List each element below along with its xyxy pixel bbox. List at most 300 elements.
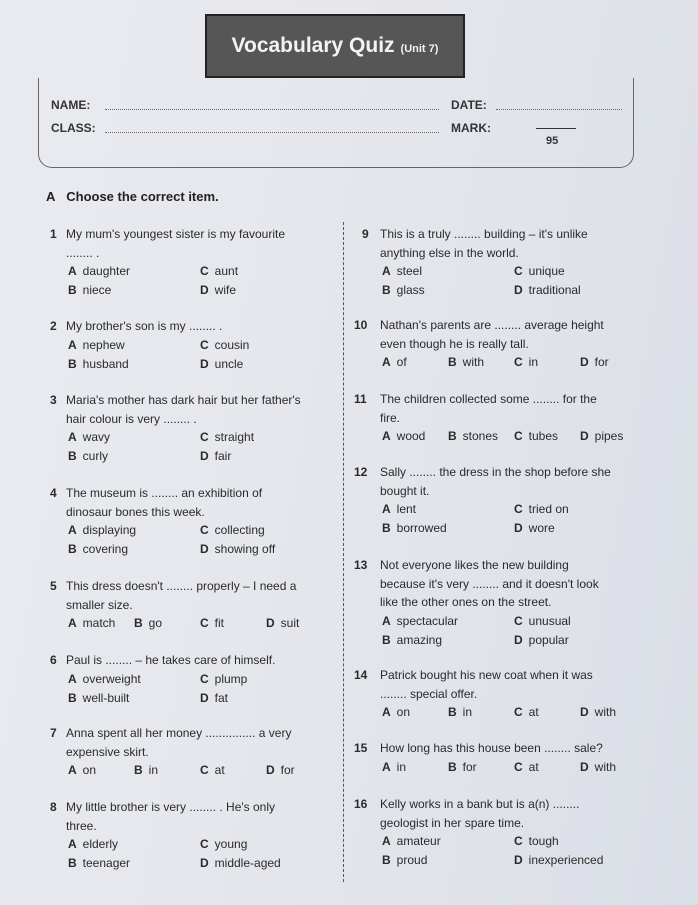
option-text: uncle	[214, 356, 244, 371]
option-a[interactable]	[68, 521, 136, 540]
option-letter: D	[266, 616, 275, 630]
quiz-title: Vocabulary Quiz	[231, 34, 395, 57]
question-text-line: Paul is ........ – he takes care of himself.	[66, 653, 276, 667]
option-d[interactable]	[200, 854, 281, 873]
option-row	[354, 353, 664, 372]
question-text-line: geologist in her spare time.	[380, 815, 525, 830]
option-c[interactable]	[514, 703, 539, 722]
date-label: DATE:	[451, 98, 487, 112]
option-c[interactable]	[514, 500, 569, 519]
option-a[interactable]	[68, 761, 96, 780]
question-7	[50, 724, 340, 780]
option-text: tough	[528, 834, 559, 848]
option-b[interactable]	[68, 854, 130, 873]
option-row	[50, 447, 340, 466]
option-letter: B	[134, 763, 143, 777]
option-row	[362, 262, 662, 281]
option-text: teenager	[82, 856, 131, 870]
question-stem	[354, 556, 664, 612]
option-letter: C	[200, 837, 209, 851]
question-stem	[50, 798, 340, 835]
question-number: 14	[354, 668, 368, 682]
option-text: daughter	[82, 264, 131, 278]
option-d[interactable]	[580, 353, 609, 372]
question-number: 5	[50, 579, 57, 593]
question-13	[354, 556, 664, 650]
option-text: fit	[214, 616, 225, 630]
option-d[interactable]	[514, 631, 569, 650]
question-text-line: Sally ........ the dress in the shop before she	[380, 465, 611, 479]
question-text-line: ........ special offer.	[380, 686, 478, 701]
option-text: fair	[214, 449, 232, 463]
question-number: 13	[354, 558, 368, 572]
question-stem	[50, 225, 340, 262]
option-row	[354, 703, 664, 722]
option-letter: C	[200, 264, 209, 278]
question-number: 15	[354, 741, 368, 755]
question-text-line: three.	[66, 818, 97, 833]
option-text: in	[396, 759, 407, 774]
option-row	[354, 500, 664, 519]
question-text-line: like the other ones on the street.	[380, 595, 552, 609]
question-stem	[50, 484, 340, 521]
option-a[interactable]	[382, 500, 416, 519]
option-letter: A	[382, 264, 391, 278]
question-5	[50, 577, 340, 633]
section-heading	[46, 189, 219, 204]
option-d[interactable]	[200, 447, 231, 466]
option-letter: C	[200, 430, 209, 444]
option-c[interactable]	[200, 262, 238, 281]
option-a[interactable]	[68, 336, 125, 355]
student-info-box	[38, 78, 634, 168]
question-text-line: hair colour is very ........ .	[66, 411, 197, 426]
option-letter: D	[580, 705, 589, 719]
option-letter: C	[200, 337, 209, 352]
question-11	[354, 390, 664, 446]
option-text: suit	[280, 616, 300, 630]
option-text: nephew	[82, 337, 125, 352]
question-stem	[50, 724, 340, 761]
option-a[interactable]	[382, 832, 441, 851]
option-text: for	[462, 759, 477, 774]
question-stem	[354, 316, 664, 353]
option-d[interactable]	[514, 519, 555, 538]
option-letter: B	[68, 449, 77, 463]
option-text: in	[148, 763, 159, 777]
option-letter: D	[200, 542, 209, 556]
option-text: showing off	[214, 542, 276, 556]
option-letter: B	[134, 616, 143, 630]
option-text: stones	[462, 429, 499, 443]
option-letter: B	[448, 429, 457, 443]
mark-total: 95	[546, 135, 559, 147]
option-letter: C	[514, 705, 523, 719]
option-row	[50, 614, 340, 633]
question-number: 3	[50, 393, 57, 407]
option-row	[362, 281, 662, 300]
option-b[interactable]	[68, 447, 108, 466]
question-stem	[354, 463, 664, 500]
option-b[interactable]	[382, 519, 447, 538]
option-row	[50, 262, 340, 281]
question-8	[50, 798, 340, 873]
option-a[interactable]	[68, 262, 130, 281]
question-text-line: smaller size.	[66, 597, 133, 612]
option-letter: D	[200, 856, 209, 870]
option-letter: D	[200, 283, 209, 297]
name-label: NAME:	[51, 98, 91, 112]
option-c[interactable]	[200, 428, 254, 447]
option-d[interactable]	[200, 540, 275, 559]
option-d[interactable]	[580, 427, 623, 446]
option-c[interactable]	[200, 336, 249, 355]
option-letter: A	[68, 616, 77, 630]
quiz-unit: (Unit 7)	[400, 43, 439, 55]
option-d[interactable]	[580, 758, 616, 777]
option-a[interactable]	[68, 670, 141, 689]
question-number: 2	[50, 319, 57, 333]
option-b[interactable]	[382, 281, 425, 300]
question-text-line: fire.	[380, 410, 401, 425]
option-text: glass	[396, 283, 425, 297]
option-letter: A	[382, 613, 391, 628]
question-stem	[50, 577, 340, 614]
option-c[interactable]	[514, 262, 565, 281]
mark-field[interactable]	[536, 128, 576, 129]
option-b[interactable]	[448, 703, 472, 722]
question-6	[50, 651, 340, 708]
option-d[interactable]	[266, 614, 299, 633]
option-text: go	[148, 616, 163, 630]
option-a[interactable]	[382, 612, 458, 631]
option-text: traditional	[528, 283, 581, 297]
option-text: well-built	[82, 690, 130, 705]
question-10	[354, 316, 664, 372]
option-a[interactable]	[68, 614, 115, 633]
option-text: overweight	[82, 671, 141, 686]
question-stem	[354, 666, 664, 703]
option-row	[50, 670, 340, 689]
option-row	[354, 427, 664, 446]
option-a[interactable]	[382, 427, 425, 446]
option-row	[50, 689, 340, 708]
option-text: young	[214, 837, 248, 851]
option-text: match	[82, 616, 116, 630]
option-b[interactable]	[448, 427, 498, 446]
option-b[interactable]	[68, 281, 111, 300]
question-text-line: Not everyone likes the new building	[380, 558, 569, 572]
question-text-line: This dress doesn't ........ properly – I need a	[66, 579, 297, 593]
option-text: cousin	[214, 337, 250, 352]
option-letter: C	[514, 834, 523, 848]
option-letter: A	[382, 355, 391, 369]
option-letter: D	[514, 521, 523, 535]
option-letter: A	[382, 705, 391, 719]
question-text-line: This is a truly ........ building – it's unlike	[380, 227, 588, 241]
option-letter: C	[200, 763, 209, 777]
question-stem	[50, 317, 340, 336]
option-b[interactable]	[134, 614, 162, 633]
question-14	[354, 666, 664, 722]
option-text: for	[280, 763, 295, 777]
question-text-line: My little brother is very ........ . He's only	[66, 800, 276, 814]
option-row	[50, 336, 340, 355]
question-text-line: The museum is ........ an exhibition of	[66, 486, 263, 500]
option-d[interactable]	[200, 355, 243, 374]
question-number: 1	[50, 227, 57, 241]
option-text: with	[594, 705, 617, 719]
question-text-line: Kelly works in a bank but is a(n) ........	[380, 797, 580, 811]
option-text: for	[594, 355, 609, 369]
option-row	[354, 519, 664, 538]
option-text: displaying	[82, 523, 137, 537]
option-letter: B	[68, 542, 77, 556]
section-letter: A	[46, 189, 56, 204]
option-b[interactable]	[68, 540, 128, 559]
option-letter: A	[382, 834, 391, 848]
option-letter: A	[68, 430, 77, 444]
option-row	[354, 631, 664, 650]
option-text: of	[396, 355, 407, 369]
option-letter: A	[382, 502, 391, 516]
question-number: 4	[50, 486, 57, 500]
option-a[interactable]	[68, 835, 118, 854]
question-text-line: The children collected some ........ for the	[380, 392, 597, 406]
option-text: curly	[82, 449, 109, 463]
option-row	[50, 835, 340, 854]
option-text: niece	[82, 283, 112, 297]
option-text: wood	[396, 429, 426, 443]
question-2	[50, 317, 340, 374]
option-text: at	[214, 763, 225, 777]
option-text: elderly	[82, 837, 119, 851]
question-stem	[50, 391, 340, 428]
option-letter: A	[382, 759, 391, 774]
option-letter: A	[68, 523, 77, 537]
option-text: fat	[214, 690, 229, 705]
question-number: 11	[354, 392, 367, 406]
question-text-line: bought it.	[380, 483, 430, 498]
option-letter: B	[382, 283, 391, 297]
option-letter: A	[68, 337, 77, 352]
option-c[interactable]	[200, 521, 265, 540]
option-text: tubes	[528, 429, 559, 443]
question-number: 8	[50, 800, 57, 814]
question-number: 16	[354, 797, 368, 811]
option-letter: B	[382, 521, 391, 535]
option-text: with	[594, 759, 617, 774]
option-text: in	[462, 705, 473, 719]
question-number: 9	[362, 227, 369, 241]
option-c[interactable]	[514, 758, 539, 777]
option-d[interactable]	[200, 281, 236, 300]
question-text-line: dinosaur bones this week.	[66, 504, 205, 519]
option-letter: C	[514, 759, 523, 774]
option-text: aunt	[214, 264, 239, 278]
class-field[interactable]	[105, 132, 439, 133]
option-text: unique	[528, 264, 565, 278]
option-text: middle-aged	[214, 856, 281, 870]
question-stem	[362, 225, 662, 262]
option-text: spectacular	[396, 613, 459, 628]
question-number: 6	[50, 653, 57, 667]
option-text: proud	[396, 853, 428, 867]
option-a[interactable]	[382, 703, 410, 722]
option-letter: B	[68, 356, 77, 371]
option-letter: C	[514, 613, 523, 628]
question-text-line: anything else in the world.	[380, 245, 519, 260]
option-c[interactable]	[514, 427, 558, 446]
option-text: wavy	[82, 430, 111, 444]
question-stem	[354, 795, 664, 832]
option-b[interactable]	[448, 758, 477, 777]
question-text-line: Anna spent all her money ............... a very	[66, 726, 292, 740]
option-letter: D	[200, 449, 209, 463]
option-text: on	[82, 763, 97, 777]
option-text: tried on	[528, 502, 569, 516]
option-b[interactable]	[68, 689, 129, 708]
option-letter: A	[68, 837, 77, 851]
option-text: covering	[82, 542, 129, 556]
option-letter: B	[68, 690, 77, 705]
question-12	[354, 463, 664, 538]
question-text-line: How long has this house been ........ sale?	[380, 741, 603, 755]
option-b[interactable]	[448, 353, 484, 372]
question-4	[50, 484, 340, 559]
question-stem	[354, 390, 664, 427]
option-a[interactable]	[382, 262, 422, 281]
option-text: inexperienced	[528, 853, 604, 867]
option-text: wore	[528, 521, 555, 535]
option-c[interactable]	[200, 670, 247, 689]
option-letter: D	[200, 356, 209, 371]
option-row	[50, 540, 340, 559]
option-text: at	[528, 705, 539, 719]
name-field[interactable]	[105, 109, 439, 110]
option-text: husband	[82, 356, 129, 371]
option-b[interactable]	[134, 761, 158, 780]
option-letter: C	[200, 671, 209, 686]
option-row	[50, 761, 340, 780]
mark-label: MARK:	[451, 121, 491, 135]
option-letter: A	[68, 264, 77, 278]
option-letter: D	[514, 853, 523, 867]
option-c[interactable]	[200, 614, 224, 633]
option-letter: C	[200, 616, 209, 630]
option-text: steel	[396, 264, 423, 278]
question-text-line: even though he is really tall.	[380, 336, 529, 351]
option-letter: D	[580, 429, 589, 443]
title-banner	[205, 14, 465, 78]
option-letter: D	[514, 632, 523, 647]
option-text: wife	[214, 283, 237, 297]
question-number: 7	[50, 726, 57, 740]
option-c[interactable]	[514, 353, 538, 372]
option-b[interactable]	[68, 355, 129, 374]
option-letter: A	[68, 671, 77, 686]
option-d[interactable]	[580, 703, 616, 722]
option-c[interactable]	[514, 832, 559, 851]
option-row	[50, 854, 340, 873]
option-d[interactable]	[514, 281, 581, 300]
option-text: plump	[214, 671, 248, 686]
option-c[interactable]	[200, 835, 247, 854]
option-letter: D	[514, 283, 523, 297]
option-letter: D	[580, 759, 589, 774]
question-text-line: because it's very ........ and it doesn't look	[380, 576, 599, 591]
option-letter: B	[68, 283, 77, 297]
option-row	[354, 832, 664, 851]
option-d[interactable]	[266, 761, 295, 780]
question-number: 12	[354, 465, 368, 479]
section-instruction: Choose the correct item.	[66, 189, 219, 204]
option-a[interactable]	[382, 353, 407, 372]
option-letter: B	[68, 856, 77, 870]
option-row	[50, 355, 340, 374]
question-9	[362, 225, 662, 300]
option-row	[50, 428, 340, 447]
option-a[interactable]	[68, 428, 110, 447]
question-text-line: Nathan's parents are ........ average height	[380, 318, 604, 332]
question-number: 10	[354, 318, 368, 332]
question-text-line: Patrick bought his new coat when it was	[380, 668, 593, 682]
option-text: borrowed	[396, 521, 447, 535]
option-text: at	[528, 759, 539, 774]
option-letter: B	[448, 705, 457, 719]
option-text: with	[462, 355, 485, 369]
option-letter: D	[200, 690, 209, 705]
option-letter: B	[448, 355, 457, 369]
question-text-line: expensive skirt.	[66, 744, 149, 759]
option-a[interactable]	[382, 758, 406, 777]
question-stem	[50, 651, 340, 670]
column-divider	[343, 222, 344, 882]
question-text-line: Maria's mother has dark hair but her father's	[66, 393, 301, 407]
option-text: pipes	[594, 429, 624, 443]
question-3	[50, 391, 340, 466]
option-letter: C	[514, 502, 523, 516]
option-text: straight	[214, 430, 255, 444]
option-letter: D	[266, 763, 275, 777]
question-16	[354, 795, 664, 870]
option-letter: D	[580, 355, 589, 369]
option-c[interactable]	[514, 612, 571, 631]
question-text-line: My mum's youngest sister is my favourite	[66, 227, 286, 241]
option-row	[50, 521, 340, 540]
option-b[interactable]	[382, 851, 427, 870]
date-field[interactable]	[496, 109, 622, 110]
option-d[interactable]	[514, 851, 603, 870]
option-letter: A	[382, 429, 391, 443]
option-row	[354, 612, 664, 631]
option-letter: C	[200, 523, 209, 537]
option-letter: C	[514, 264, 523, 278]
question-1	[50, 225, 340, 300]
question-text-line: My brother's son is my ........ .	[66, 319, 223, 333]
option-letter: B	[448, 759, 457, 774]
option-c[interactable]	[200, 761, 225, 780]
option-b[interactable]	[382, 631, 442, 650]
option-text: lent	[396, 502, 417, 516]
option-text: unusual	[528, 613, 571, 628]
option-letter: C	[514, 429, 523, 443]
option-text: popular	[528, 632, 569, 647]
option-text: on	[396, 705, 411, 719]
option-text: amateur	[396, 834, 441, 848]
option-d[interactable]	[200, 689, 228, 708]
option-text: collecting	[214, 523, 265, 537]
